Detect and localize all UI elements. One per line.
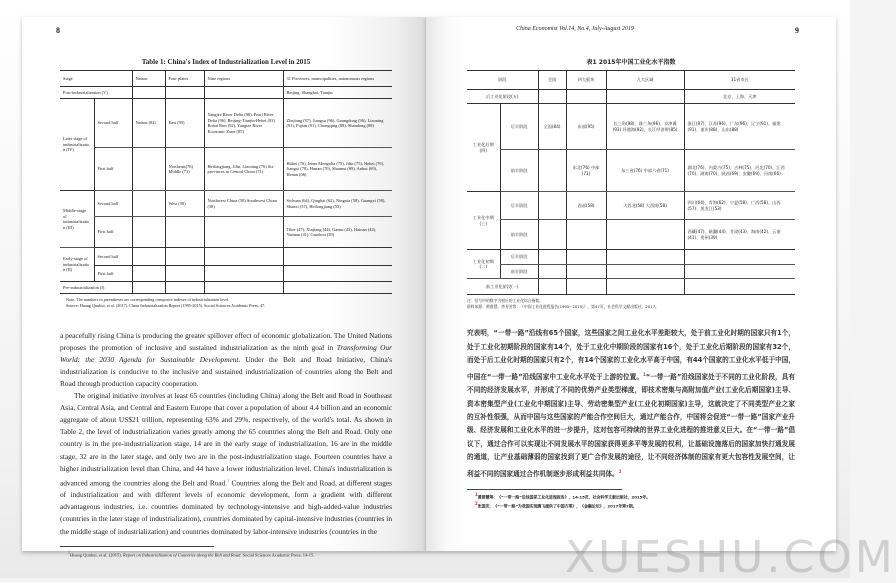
regions-cell: Heilongjiang, Jilin, Liaoning (76) Six provinces in Central China (71): [204, 148, 283, 191]
text: 张国庆：《“一带一路”为我国实现腾飞提供了中国方案》，《金融论坛》，2017年第7期。: [477, 503, 637, 509]
half-cell: Second half: [94, 248, 132, 266]
table-row: [467, 220, 795, 250]
half-cell: First half: [94, 217, 132, 248]
stage-cell: 工业化中期(三): [467, 192, 500, 250]
half-cell: 后半阶段: [500, 192, 538, 220]
table-row: [467, 265, 795, 279]
plates-cell: 东北(76) 中部(71): [566, 150, 606, 192]
table-row: [467, 192, 795, 220]
plates-cell: 西部(58): [566, 192, 606, 220]
table-row: [467, 150, 795, 192]
footnote-mark: 1: [68, 549, 70, 555]
table-row: [60, 99, 392, 148]
footnote-divider: [60, 546, 214, 547]
footnotes: [467, 492, 795, 509]
text: The original initiative involves at least 65 countries (including China) along the Belt and Road in Southeast Asia, Central Asia, and Central and Eastern Europe that cover a population of about 4.4 billion and an economic aggregate of about US$21 trillion, representing 63% and 29%, respectively, of the world's total. As shown in Table 2, the level of industrialization varies greatly among the 65 countries along the Belt and Road. Only one country is in the pre-industrialization stage, 14 are in the early stage of industrialization, 16 are in the middle stage, 32 are in the later stage, and only two are in the post-industrialization stage. Fourteen countries have a higher industrialization level than China, and 44 have a lower industrialization level. China's industrialization is advanced among the countries along the Belt and Road.: [60, 391, 392, 488]
table-note: Note: The numbers in parentheses are corresponding composite indexes of industrialization level.: [66, 297, 230, 302]
provinces-cell: 四川(64)、青海(62)、宁夏(58)、广西(58)、山西(57)、黑龙江(53): [684, 192, 795, 220]
table-row: [60, 191, 392, 217]
half-cell: 前半阶段: [500, 220, 538, 250]
table-row: [60, 266, 392, 282]
provinces-cell: 北京、上海、天津: [684, 90, 795, 104]
half-cell: 前半阶段: [500, 150, 538, 192]
header-cell: 31省市区: [684, 71, 795, 90]
running-head: China Economist Vol.14, No.4, July-August 2019: [516, 26, 634, 32]
plates-cell: West (58): [165, 191, 204, 217]
regions-cell: 大西北(58) 大西南(58): [606, 192, 684, 220]
provinces-cell: Hubei (76), Inner Mongolia (75), Jilin (75), Hebei (70), Jiangxi (70), Hunan (70), Shaanxi (69), Anhui (69), Henan (66): [283, 148, 392, 191]
half-cell: 后半阶段: [500, 104, 538, 150]
body-text: [60, 330, 392, 538]
stage-cell: 工业化后期(四): [467, 104, 500, 192]
half-cell: 后半阶段: [500, 250, 538, 265]
paragraph: [60, 390, 392, 538]
text: a peacefully rising China is producing the greater spillover effect of economic globalization. The United Nations proposes the promotion of inclusive and sustained industrialization as the ninth goal in: [60, 330, 392, 352]
text: “一带一路”沿线国家处于不同的工业化阶段，具有不同的经济发展水平，并形成了不同的优势产业类型梯度，即技术密集与高附加值产业(工业化后期国家)主导、资本密集型产业(工业化中期国家)主导、劳动密集型产业(工业化初期国家)主导，这就决定了不同类型产业之家的互补性很强，从而中国与这些国家的产能合作空间巨大，通过产能合作，中国将会促进“一带一路”国家产业升级、经济发展和工业化水平的进一步提升，这对包容可持续的世界工业化进程的推进意义巨大。在“一带一路”倡议下，通过合作可以实现让不同发展水平的国家获得更多平等发展的权利，让基础设施落后的国家加快打通发展的通道，让产业基础薄弱的国家找到了更广合作发展的途径，让不同经济体制的国家有更大包容性发展空间，让利益不同的国家通过合作机制逐步形成利益共同体。: [467, 372, 795, 478]
stage-cell: 工业化初期(二): [467, 250, 500, 279]
nation-cell: Nation (84): [132, 99, 165, 148]
table-source: 资料来源：黄群慧、李芳芳等：《中国工业化进程报告(1995~2015)》，第47页，社会科学文献出版社，2017。: [467, 303, 659, 309]
table-row: [60, 87, 392, 99]
stage-cell: Later stage of industrialization (IV): [60, 99, 94, 191]
table-row: [60, 217, 392, 248]
table-title: Table 1: China's Index of Industrialization Level in 2015: [141, 58, 311, 66]
table-notes: [60, 297, 392, 310]
book-title: Transforming Our World: the 2030 Agenda for Sustainable Development: [60, 342, 392, 364]
half-cell: 前半阶段: [500, 265, 538, 279]
half-cell: First half: [94, 148, 132, 191]
text: 黄群慧等：《“一带一路”沿线国家工业化进程报告》，14-15页，社会科学文献出版社，2015年。: [477, 494, 651, 500]
right-page-content: [467, 57, 795, 509]
table-row: [467, 90, 795, 104]
industrialization-table-cn: [467, 70, 795, 295]
table-row: [60, 282, 392, 294]
provinces-cell: Sichuan (64), Qinghai (62), Ningxia (58), Guangxi (58), Shanxi (57), Heilongjiang (53): [283, 191, 392, 217]
paragraph: [60, 330, 392, 390]
page-number: 9: [795, 26, 799, 35]
nation-cell: 全国(84): [538, 104, 566, 150]
header-cell: 四大板块: [566, 71, 606, 90]
provinces-cell: Tibet (47), Xinjiang (44), Gansu (43), Hainan (42), Yunnan (41), Guizhou (39): [283, 217, 392, 248]
stage-cell: Early-stage of industrialization (II): [60, 248, 94, 282]
left-page-content: [60, 58, 392, 558]
header-cell: 31 Provinces, municipalities, autonomous regions: [283, 71, 392, 87]
text: Report on Industrialization of Countries along the Belt and Road: [123, 552, 241, 558]
plates-cell: 东部(95): [566, 104, 606, 150]
provinces-cell: Zhejiang (97), Jiangsu (96), Guangdong (96), Liaoning (91), Fujian (91), Chongqing (88), Shandong (88): [283, 99, 392, 148]
table-title: 表1 2015年中国工业化水平指数: [586, 59, 676, 66]
footnote-mark: 1: [475, 492, 478, 498]
table-row: [60, 148, 392, 191]
provinces-cell: 西藏(47)、新疆(44)、甘肃(43)、海南(42)、云南(41)、贵州(39): [684, 220, 795, 250]
footnote: [475, 501, 795, 510]
provinces-cell: 浙江(97)、江苏(96)、广东(96)、辽宁(91)、福建(91)、重庆(88)、山东(88): [684, 104, 795, 150]
left-page: [22, 17, 426, 558]
stage-cell: Middle-stage of industrialization (III): [60, 191, 94, 248]
regions-cell: 长三角(98)、珠三角(96)、京津冀(93) 环渤海(92)、长江经济带(85): [606, 104, 684, 150]
footnote: [60, 550, 392, 559]
footnote-ref[interactable]: 1: [643, 371, 646, 377]
body-text: [467, 327, 795, 481]
industrialization-table: [60, 70, 392, 294]
regions-cell: 东三省(76) 中部六省(71): [606, 150, 684, 192]
table-row: [60, 248, 392, 266]
plates-cell: Northeast(76) Middle (71): [165, 148, 204, 191]
footnote: [475, 492, 795, 501]
table-header-row: [60, 71, 392, 87]
table-header-row: [467, 71, 795, 90]
table-row: [467, 250, 795, 265]
footnote-divider: [467, 489, 622, 490]
header-cell: 阶段: [467, 71, 538, 90]
footnote-ref[interactable]: 2: [618, 468, 622, 474]
right-page: [426, 17, 836, 551]
header-cell: Four plates: [165, 71, 204, 87]
half-cell: Second half: [94, 191, 132, 217]
footnote-ref[interactable]: 1: [227, 477, 230, 483]
text: 究表明，“一带一路”沿线有65个国家，这些国家之间工业化水平差距较大，处于前工业化时期的国家只有1个，处于工业化初期阶段的国家有14个，处于工业化中期阶段的国家有16个，处于工业化后期阶段的国家有32个，而处于后工业化时期的国家只有2个，有14个国家的工业化水平高于中国，有44个国家的工业化水平低于中国，中国在“一带一路”沿线国家中工业化水平处于上游的位置。: [467, 329, 795, 381]
header-cell: 九大区域: [606, 71, 684, 90]
provinces-cell: Beijing, Shanghai, Tianjin: [283, 87, 392, 99]
plates-cell: East (95): [165, 99, 204, 148]
text: Huang Qunhui, et al. (2015).: [70, 552, 123, 558]
regions-cell: Yangtze River Delta (98), Pearl River Delta (96), Beijing-Tianjin-Hebei (93) Bohai Rim (92), Yangtze River Economic Zone (85): [204, 99, 283, 148]
regions-cell: Northwest China (58) Southwest China (58): [204, 191, 283, 217]
half-cell: Second half: [94, 99, 132, 148]
table-source: Source: Huang Qunhui, et al. (2017). China Industrialization Report (1995-2015). Social Sciences Academic Press, 47.: [66, 303, 266, 309]
page-number: 8: [56, 26, 60, 35]
header-cell: Nine regions: [204, 71, 283, 87]
header-cell: Stage: [60, 71, 132, 87]
watermark: XUESHU.COM: [565, 532, 896, 583]
table-row: [467, 279, 795, 295]
table-row: [467, 104, 795, 150]
stage-cell: 后工业化阶段(五): [467, 90, 538, 104]
text: Countries along the Belt and Road, at different stages of industrialization and with different levels of economic development, form a gradient with different advantageous industries, i.e. countries dominated by technology-intensive and high-added-value industries (countries in the later stage of industrialization), countries dominated by capital-intensive industries (countries in the middle stage of industrialization) and countries dominated by labor-intensive industries (countries in the: [60, 478, 392, 536]
footnote-mark: 2: [475, 500, 478, 506]
stage-cell: Pre-industrialization (I): [60, 282, 132, 294]
stage-cell: 前工业化阶段(一): [467, 279, 538, 295]
text: . Social Sciences Academic Press, 14-15.: [240, 552, 315, 558]
text: . Under the Belt and Road Initiative, China's industrialization is conducive to the inclusive and sustained industrialization of countries along the Belt and Road through production capacity cooperation.: [60, 354, 392, 388]
stage-cell: Post-industrialization (V): [60, 87, 132, 99]
header-cell: Nation: [132, 71, 165, 87]
table-note: 注：括号中的数字为相应的工业化综合指数。: [467, 298, 543, 303]
header-cell: 全国: [538, 71, 566, 90]
table-notes: [467, 298, 795, 309]
half-cell: First half: [94, 266, 132, 282]
provinces-cell: 湖北(76)、内蒙古(75)、吉林(75)、河北(70)、江西(70)、湖南(70)、陕西(69)、安徽(69)、河南(66): [684, 150, 795, 192]
